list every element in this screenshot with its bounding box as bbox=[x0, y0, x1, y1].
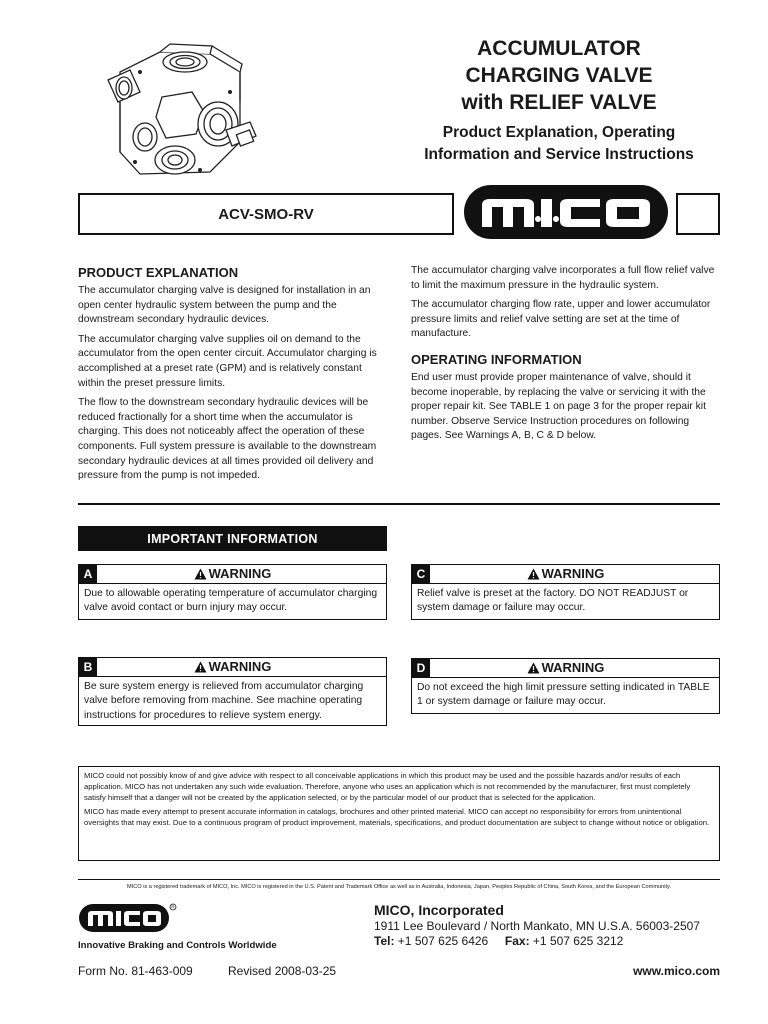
warning-letter-d: D bbox=[412, 659, 430, 677]
warning-title-c: WARNING bbox=[541, 566, 605, 581]
title-line-1: ACCUMULATOR bbox=[477, 37, 641, 60]
warning-letter-a: A bbox=[79, 565, 97, 583]
product-paragraph-2: The accumulator charging valve supplies oil on demand to the accumulator from the open center circuit. Accumulator charging is accomplished at a preset rate (GPM) and is relatively constant within the preset pressure limits. bbox=[78, 333, 377, 389]
warning-triangle-icon bbox=[527, 662, 540, 674]
warning-letter-c: C bbox=[412, 565, 430, 583]
warning-box-c bbox=[411, 564, 720, 620]
subtitle-line-2: Information and Service Instructions bbox=[424, 146, 694, 163]
operating-information-heading: OPERATING INFORMATION bbox=[411, 351, 582, 367]
section-divider bbox=[78, 503, 720, 505]
warning-title-d: WARNING bbox=[541, 660, 605, 675]
brand-name bbox=[0, 0, 1, 1]
mico-logo bbox=[462, 183, 670, 241]
form-number: Form No. 81-463-009 bbox=[78, 964, 193, 978]
product-paragraph-3: The flow to the downstream secondary hydraulic devices will be reduced fractionally for a short time when the accumulator is charging. This does not noticeably affect the operation of these components. Full system pressure is available to the downstream secondary hydraulic devices at all times provided oil delivery and pressure from the pump is not impeded. bbox=[78, 397, 377, 482]
product-explanation-heading: PRODUCT EXPLANATION bbox=[78, 265, 239, 280]
fax-label: Fax: bbox=[504, 934, 530, 948]
warning-triangle-icon bbox=[194, 568, 207, 580]
important-information-label: IMPORTANT INFORMATION bbox=[147, 531, 318, 546]
warning-triangle-icon bbox=[194, 661, 207, 673]
flow-rate-paragraph: The accumulator charging flow rate, upper and lower accumulator pressure limits and relief valve setting are set at the time of manufacture. bbox=[411, 299, 711, 340]
website-link[interactable]: www.mico.com bbox=[633, 964, 720, 978]
operating-paragraph: End user must provide proper maintenance of valve, should it become inoperable, by replacing the valve or servicing it with the proper repair kit. See TABLE 1 on page 3 for the proper repair kit number. Observe Service Instruction procedures on following pages. See Warnings A, B, C & D below. bbox=[411, 371, 706, 442]
title-line-2: CHARGING VALVE bbox=[465, 64, 653, 87]
warning-text-a: Due to allowable operating temperature of accumulator charging valve avoid contact or burn injury may occur. bbox=[84, 588, 378, 614]
warning-title-b: WARNING bbox=[208, 659, 272, 674]
warning-text-c: Relief valve is preset at the factory. DO NOT READJUST or system damage or failure may occur. bbox=[417, 588, 689, 614]
disclaimer-box bbox=[78, 766, 720, 861]
product-paragraph-1: The accumulator charging valve is designed for installation in an open center hydraulic system between the pump and the downstream secondary hydraulic devices. bbox=[78, 285, 371, 326]
warning-text-b: Be sure system energy is relieved from accumulator charging valve before removing from machine. See machine operating instructions for procedures to relieve system energy. bbox=[84, 681, 364, 721]
warning-box-a bbox=[78, 564, 387, 620]
warning-triangle-icon bbox=[527, 568, 540, 580]
tel-label: Tel: bbox=[374, 934, 395, 948]
disclaimer-paragraph-2: MICO has made every attempt to present accurate information in catalogs, brochures and other printed material. MICO can accept no responsibility for errors from unintentional oversights that may exist. Due to a continuous program of product improvement, materials, specifications, and product documentation are subject to change without notice or obligation. bbox=[84, 807, 710, 828]
company-name: MICO, Incorporated bbox=[374, 902, 504, 918]
mico-footer-logo bbox=[78, 902, 178, 934]
product-explanation-section bbox=[78, 265, 390, 489]
tel-number: +1 507 625 6426 bbox=[397, 934, 489, 948]
right-column bbox=[411, 264, 720, 449]
title-line-3: with RELIEF VALVE bbox=[461, 91, 657, 114]
document-title bbox=[400, 35, 718, 116]
warning-title-a: WARNING bbox=[208, 566, 272, 581]
footer-tagline: Innovative Braking and Controls Worldwide bbox=[78, 940, 277, 951]
disclaimer-paragraph-1: MICO could not possibly know of and give advice with respect to all conceivable applications in which this product may be used and the possible hazards and/or results of each application. MICO has not undertaken any such wide evaluation. Therefore, anyone who uses an application which is not recommended by the manufacturer, first must completely satisfy himself that a danger will not be created by the application selected, or by the particular model of our product that is selected for the application. bbox=[84, 771, 691, 802]
valve-illustration bbox=[100, 42, 260, 188]
fax-number: +1 507 625 3212 bbox=[532, 934, 624, 948]
document-subtitle bbox=[400, 122, 718, 166]
footer-divider bbox=[78, 879, 720, 880]
warning-letter-b: B bbox=[79, 658, 97, 676]
model-number: ACV-SMO-RV bbox=[218, 205, 314, 223]
important-information-bar bbox=[78, 526, 387, 551]
revision-date: Revised 2008-03-25 bbox=[228, 964, 337, 978]
warning-box-d bbox=[411, 658, 720, 714]
warning-box-b bbox=[78, 657, 387, 726]
trademark-notice: MICO is a registered trademark of MICO, Inc. MICO is registered in the U.S. Patent and Trademark Office as well as in Australia, Indonesia, Japan, Peoples Republic of China, South Korea, and the European Community. bbox=[127, 884, 671, 890]
svg-text:R: R bbox=[171, 904, 175, 910]
warning-text-d: Do not exceed the high limit pressure setting indicated in TABLE 1 or system damage or failure may occur. bbox=[417, 682, 710, 708]
company-address: 1911 Lee Boulevard / North Mankato, MN U.S.A. 56003-2507 bbox=[374, 919, 700, 933]
logo-frame-box bbox=[676, 193, 720, 235]
subtitle-line-1: Product Explanation, Operating bbox=[442, 124, 676, 141]
model-number-box bbox=[78, 193, 454, 235]
relief-paragraph: The accumulator charging valve incorporates a full flow relief valve to limit the maximum pressure in the hydraulic system. bbox=[411, 265, 715, 291]
company-phones bbox=[374, 934, 623, 948]
